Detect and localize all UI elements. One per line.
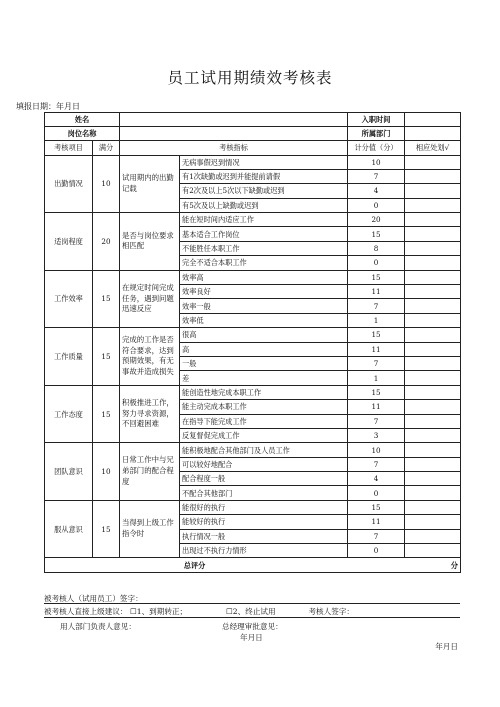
indicator-text: 能很好的执行 [180,500,348,514]
indicator-text: 有5次及以上缺勤或迟到 [180,198,348,212]
full-score: 15 [93,385,120,443]
divider [44,617,460,618]
score-value: 0 [348,256,405,270]
gm-opinion: 总经理审批意见： [222,622,283,631]
score-value: 3 [348,428,405,442]
indicator-text: 完全不适合本职工作 [180,256,348,270]
indicator-row [45,500,461,514]
item-name: 适岗程度 [45,213,93,271]
item-name: 团队意识 [45,443,93,501]
indicator-text: 在指导下能完成工作 [180,414,348,428]
check-cell[interactable] [405,342,461,356]
indicator-text: 差 [180,371,348,385]
indicator-text: 一般 [180,356,348,370]
indicator-row [45,155,461,169]
item-name: 出勤情况 [45,155,93,213]
item-name: 工作态度 [45,385,93,443]
indicator-text: 无病事假迟到情况 [180,155,348,169]
check-cell[interactable] [405,529,461,543]
total-label: 总评分 [183,560,206,570]
indicator-row [45,213,461,227]
full-score: 20 [93,213,120,271]
check-cell[interactable] [405,155,461,169]
score-value: 7 [348,356,405,370]
indicator-text: 不能胜任本职工作 [180,241,348,255]
position-field[interactable] [120,127,348,141]
score-value: 11 [348,342,405,356]
indicator-text: 效率高 [180,270,348,284]
indicator-text: 高 [180,342,348,356]
col-header-full: 满分 [93,141,120,156]
score-value: 7 [348,169,405,183]
item-description: 日常工作中与兄弟部门的配合程度 [120,443,180,501]
score-value: 1 [348,371,405,385]
total-unit: 分 [450,560,458,570]
check-cell[interactable] [405,328,461,342]
full-score: 15 [93,328,120,386]
indicator-row [45,270,461,284]
check-cell[interactable] [405,544,461,558]
indicator-text: 可以较好地配合 [180,457,348,471]
department-label: 所属部门 [348,127,405,141]
item-description: 是否与岗位要求相匹配 [120,213,180,271]
score-value: 10 [348,155,405,169]
indicator-row [45,328,461,342]
check-cell[interactable] [405,443,461,457]
indicator-text: 效率良好 [180,285,348,299]
employee-sign: 被考核人（试用员工）签字： [44,594,143,603]
check-cell[interactable] [405,270,461,284]
score-value: 4 [348,472,405,486]
indicator-text: 能在短时间内适应工作 [180,213,348,227]
score-value: 15 [348,227,405,241]
score-value: 1 [348,313,405,327]
full-score: 15 [93,500,120,558]
indicator-text: 不配合其他部门 [180,486,348,500]
check-cell[interactable] [405,457,461,471]
score-value: 15 [348,328,405,342]
fill-date: 填报日期：年月日 [16,102,80,111]
dept-head-opinion: 用人部门负责人意见： [60,622,136,631]
indicator-text: 有2次及以上5次以下缺勤或迟到 [180,184,348,198]
check-cell[interactable] [405,169,461,183]
score-value: 0 [348,544,405,558]
total-row [45,558,461,573]
check-cell[interactable] [405,285,461,299]
score-value: 20 [348,213,405,227]
check-cell[interactable] [405,299,461,313]
score-value: 7 [348,299,405,313]
appraisal-table [44,112,461,573]
score-value: 0 [348,486,405,500]
item-description: 积极推进工作，努力寻求资源，不回避困难 [120,385,180,443]
full-score: 10 [93,443,120,501]
check-cell[interactable] [405,313,461,327]
col-header-score: 计分值（分） [348,141,405,156]
indicator-text: 能主动完成本职工作 [180,400,348,414]
score-value: 8 [348,241,405,255]
check-cell[interactable] [405,515,461,529]
score-value: 10 [348,443,405,457]
item-description: 试用期内的出勤记载 [120,155,180,213]
indicator-text: 出现过不执行力情形 [180,544,348,558]
indicator-row [45,385,461,399]
check-cell[interactable] [405,486,461,500]
score-value: 0 [348,198,405,212]
option-terminate-checkbox[interactable]: ☐2、终止试用 [226,607,276,616]
full-score: 15 [93,270,120,328]
score-value: 7 [348,414,405,428]
score-value: 7 [348,457,405,471]
name-field[interactable] [120,113,348,127]
full-score: 10 [93,155,120,213]
hire-time-field[interactable] [405,113,461,127]
check-cell[interactable] [405,428,461,442]
check-cell[interactable] [405,198,461,212]
supervisor-advice-line [44,606,354,617]
check-cell[interactable] [405,241,461,255]
check-cell[interactable] [405,371,461,385]
page-title: 员工试用期绩效考核表 [167,69,333,87]
check-cell[interactable] [405,385,461,399]
score-value: 11 [348,285,405,299]
sections-body [45,155,461,558]
score-value: 15 [348,270,405,284]
position-label: 岗位名称 [45,127,120,141]
indicator-text: 有1次缺勤或迟到并能提前请假 [180,169,348,183]
indicator-text: 反复督促完成工作 [180,428,348,442]
indicator-text: 能创造性地完成本职工作 [180,385,348,399]
indicator-text: 能积极地配合其他部门及人员工作 [180,443,348,457]
name-label: 姓名 [45,113,120,127]
item-description: 在规定时间完成任务，遇到问题迅速反应 [120,270,180,328]
evaluator-sign: 考核人签字： [308,607,355,616]
indicator-row [45,443,461,457]
indicator-text: 很高 [180,328,348,342]
col-header-item: 考核项目 [45,141,93,156]
score-value: 11 [348,400,405,414]
item-description: 当得到上级工作指令时 [120,500,180,558]
indicator-text: 效率一般 [180,299,348,313]
item-name: 工作效率 [45,270,93,328]
item-description: 完成的工作是否符合要求，达到预期效果，有无事故并造成损失 [120,328,180,386]
supervisor-advice-label: 被考核人直接上级建议： [44,607,128,616]
indicator-text: 能较好的执行 [180,515,348,529]
col-header-indicator: 考核指标 [120,141,348,156]
indicator-text: 基本适合工作岗位 [180,227,348,241]
divider [44,603,460,604]
indicator-text: 执行情况一般 [180,529,348,543]
score-value: 15 [348,385,405,399]
check-cell[interactable] [405,414,461,428]
option-confirm-checkbox[interactable]: ☐1、到期转正； [129,607,188,616]
check-cell[interactable] [405,184,461,198]
check-cell[interactable] [405,256,461,270]
score-value: 4 [348,184,405,198]
check-cell[interactable] [405,213,461,227]
indicator-text: 配合程度一般 [180,472,348,486]
check-cell[interactable] [405,500,461,514]
score-value: 11 [348,515,405,529]
footer-date: 年月日 [435,642,458,651]
check-cell[interactable] [405,356,461,370]
check-cell[interactable] [405,472,461,486]
hire-time-label: 入职时间 [348,113,405,127]
department-field[interactable] [405,127,461,141]
gm-date: 年月日 [240,633,263,642]
item-name: 工作质量 [45,328,93,386]
score-value: 15 [348,500,405,514]
col-header-action: 相应处划√ [405,141,461,156]
item-name: 服从意识 [45,500,93,558]
check-cell[interactable] [405,400,461,414]
check-cell[interactable] [405,227,461,241]
indicator-text: 效率低 [180,313,348,327]
score-value: 7 [348,529,405,543]
